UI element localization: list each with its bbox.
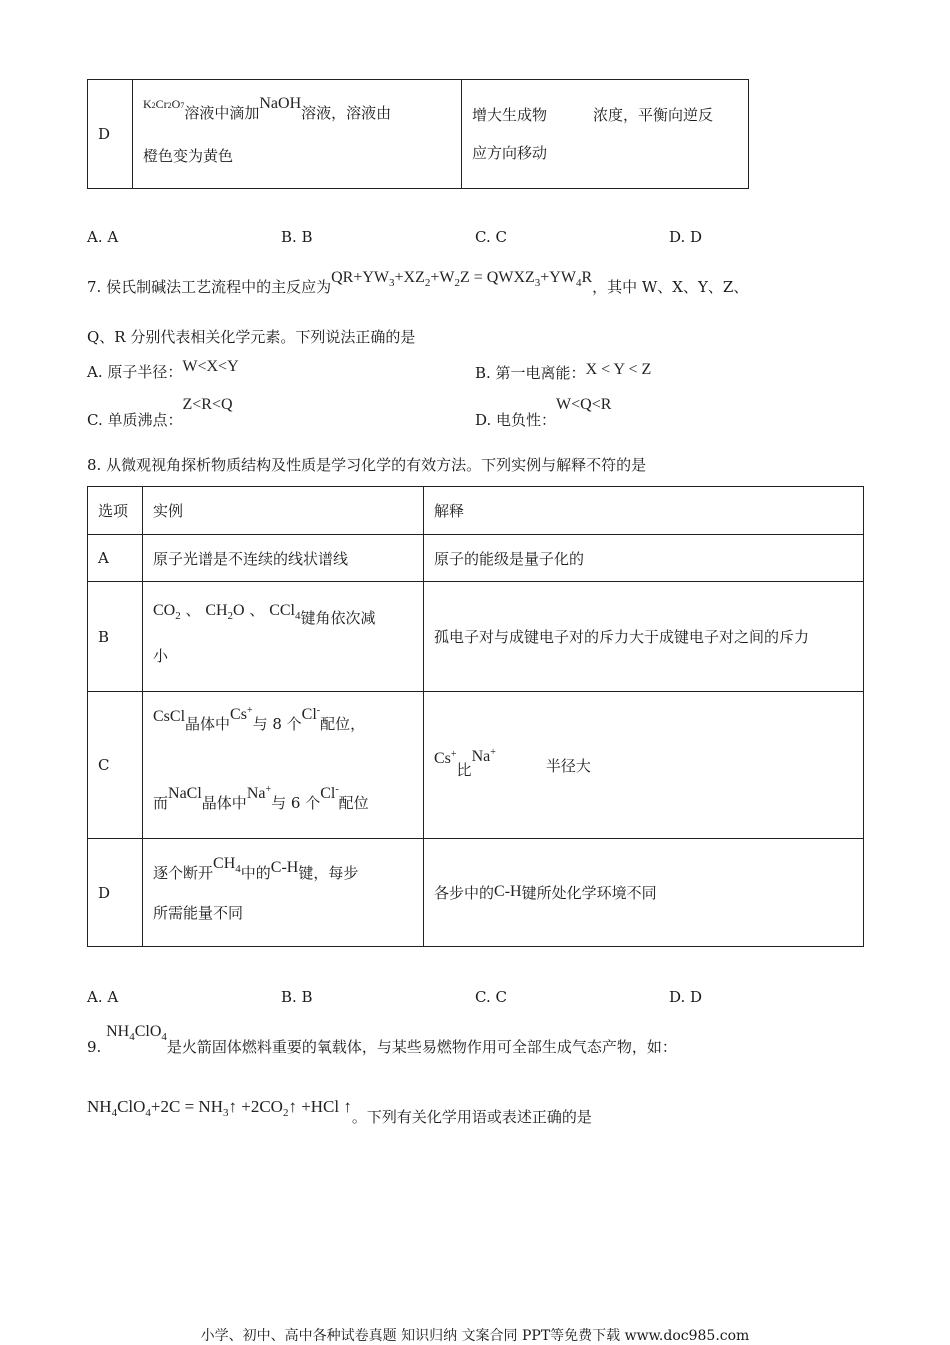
q7-option-d: D. 电负性：W<Q<R [475, 396, 612, 429]
q8-option-c: C. C [475, 988, 507, 1006]
q8-option-d: D. D [669, 988, 703, 1006]
q6-option-b: B. B [281, 228, 313, 246]
q8-row-d-explain: 各步中的C-H键所处化学环境不同 [424, 839, 864, 947]
q8-header-option: 选项 [88, 487, 143, 535]
q6-row-d-example: $^{K2Cr2O7}$溶液中滴加NaOH溶液，溶液由 橙色变为黄色 [133, 80, 462, 189]
q9-stem: 9. $NH_4ClO_4$是火箭固体燃料重要的氧载体，与某些易燃物作用可全部生成气态产物，如： [87, 1023, 677, 1056]
q8-row-d-example: 逐个断开$CH_4$中的C-H键，每步 所需能量不同 [143, 839, 424, 947]
q9-equation-line: $NH_4ClO_4+2C$ = $NH_3↑$ $+2CO_2↑ +HCl$ ↑。下列有关化学用语或表述正确的是 [87, 1097, 592, 1126]
q8-row-d [88, 839, 864, 947]
q8-row-a-example: 原子光谱是不连续的线状谱线 [143, 535, 424, 582]
q8-header-example: 实例 [143, 487, 424, 535]
q6-option-a: A. A [87, 228, 119, 246]
q8-row-a [88, 535, 864, 582]
q8-row-d-label: D [88, 839, 143, 947]
q6-row-d-label: D [88, 80, 133, 189]
q8-row-c-example: CsCl晶体中Cs+与 8 个Cl-配位， 而NaCl晶体中Na+与 6 个Cl-配位 [143, 692, 424, 839]
q7-option-b: B. 第一电离能：X < Y < Z [475, 361, 652, 382]
q8-row-c-label: C [88, 692, 143, 839]
q7-option-a: A. 原子半径：W<X<Y [87, 358, 239, 381]
q6-option-c: C. C [475, 228, 507, 246]
q6-table [87, 79, 749, 189]
q7-option-c: C. 单质沸点：Z<R<Q [87, 396, 233, 429]
q8-option-a: A. A [87, 988, 119, 1006]
q6-option-d: D. D [669, 228, 703, 246]
q7-stem: 7. 侯氏制碱法工艺流程中的主反应为$QR+YW_3+XZ_2+W_2Z$ = $QWXZ_3+YW_4R$，其中 W、X、Y、Z、 [87, 269, 749, 296]
q8-table [87, 486, 864, 947]
q8-row-a-explain: 原子的能级是量子化的 [424, 535, 864, 582]
q8-option-b: B. B [281, 988, 313, 1006]
q8-row-b [88, 582, 864, 692]
q8-row-b-example: $CO_2$ 、 $CH_2O$ 、 CCl$_4$键角依次减 小 [143, 582, 424, 692]
q8-header-row [88, 487, 864, 535]
q9-formula: $NH_4ClO_4$ [106, 1023, 167, 1043]
q8-row-b-explain: 孤电子对与成键电子对的斥力大于成键电子对之间的斥力 [424, 582, 864, 692]
q8-header-explain: 解释 [424, 487, 864, 535]
q8-row-c [88, 692, 864, 839]
q8-stem: 8. 从微观视角探析物质结构及性质是学习化学的有效方法。下列实例与解释不符的是 [87, 456, 647, 474]
page-footer: 小学、初中、高中各种试卷真题 知识归纳 文案合同 PPT等免费下载 www.doc985.com [200, 1328, 750, 1344]
q9-equation: $NH_4ClO_4+2C$ = $NH_3↑$ $+2CO_2↑ +HCl$ ↑ [87, 1097, 352, 1119]
q7-equation: $QR+YW_3+XZ_2+W_2Z$ = $QWXZ_3+YW_4R$ [331, 269, 593, 289]
q8-row-c-explain: Cs+比Na+半径大 [424, 692, 864, 839]
q8-row-b-label: B [88, 582, 143, 692]
q8-row-a-label: A [88, 535, 143, 582]
q6-row-d-explain: 增大生成物 浓度，平衡向逆反 应方向移动 [462, 80, 749, 189]
q7-stem-line2: Q、R 分别代表相关化学元素。下列说法正确的是 [87, 328, 416, 346]
